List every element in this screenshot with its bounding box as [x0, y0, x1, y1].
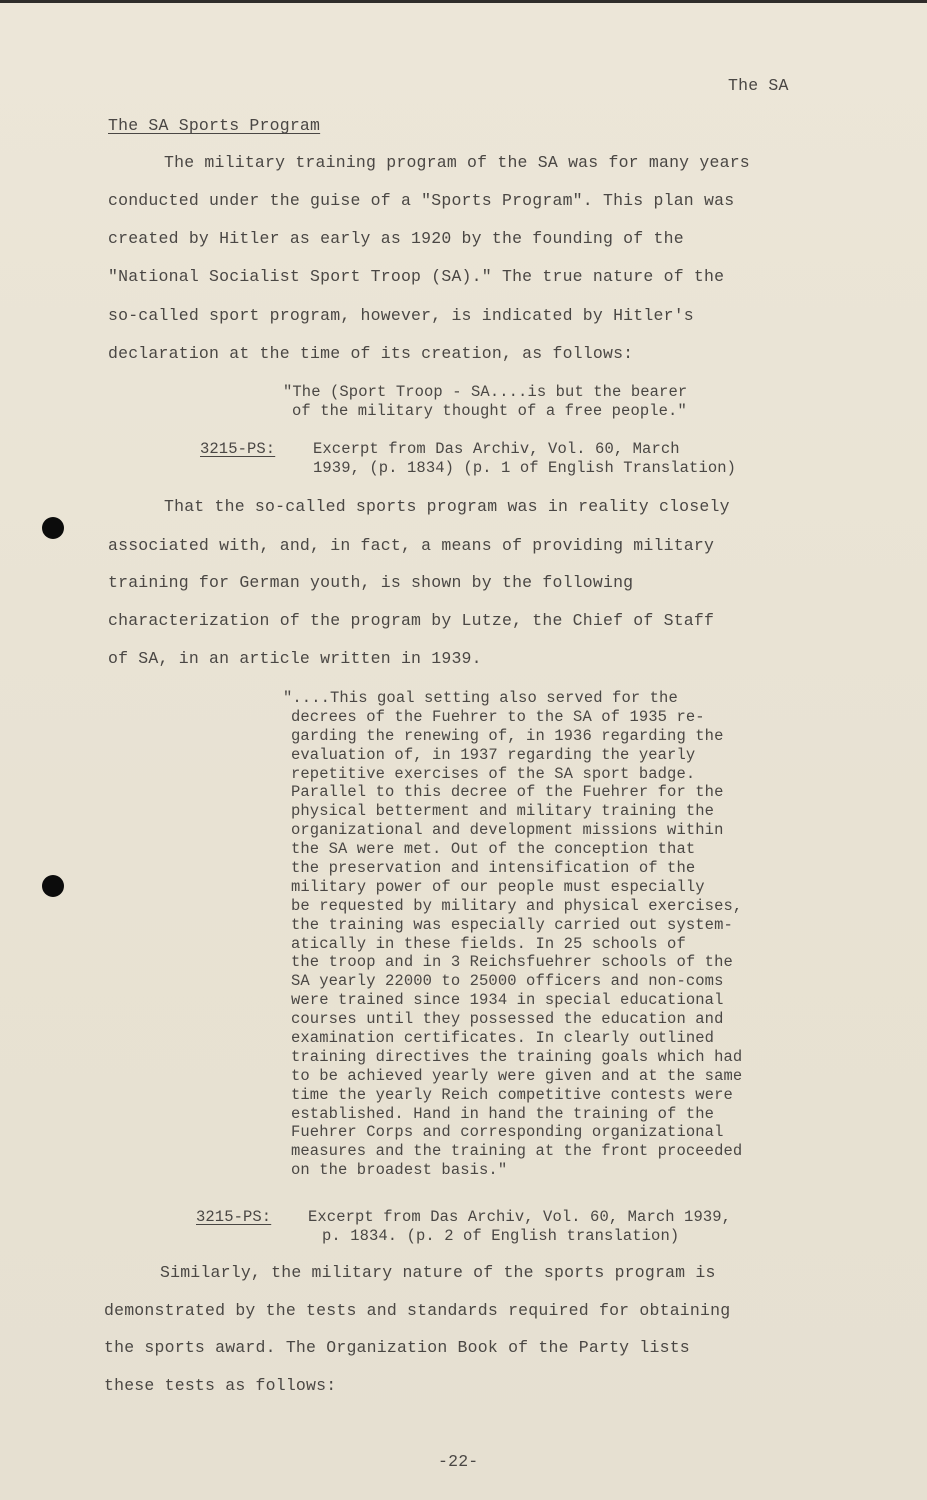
- section-heading: The SA Sports Program: [108, 116, 321, 135]
- quote1-line: of the military thought of a free people.": [292, 402, 687, 420]
- quote2-line: garding the renewing of, in 1936 regarding the: [291, 726, 724, 745]
- quote2-line: courses until they possessed the education and: [291, 1010, 724, 1029]
- quote2-line: physical betterment and military training the: [291, 802, 715, 821]
- para3-line: the sports award. The Organization Book of the Party lists: [104, 1338, 690, 1357]
- quote2-line: the preservation and intensification of the: [291, 859, 696, 878]
- quote2-line: Parallel to this decree of the Fuehrer for the: [291, 783, 724, 802]
- quote2-line: time the yearly Reich competitive contests were: [291, 1085, 733, 1104]
- citation-line: Excerpt from Das Archiv, Vol. 60, March: [313, 440, 680, 458]
- quote1-line: "The (Sport Troop - SA....is but the bearer: [283, 383, 688, 401]
- quote2-line: were trained since 1934 in special educational: [291, 991, 724, 1010]
- citation-line: 1939, (p. 1834) (p. 1 of English Translation): [313, 459, 737, 477]
- page-number: -22-: [438, 1452, 479, 1471]
- top-edge: [0, 0, 927, 3]
- quote2-line: the training was especially carried out system-: [291, 915, 733, 934]
- punch-hole: [42, 517, 64, 539]
- quote2-line: repetitive exercises of the SA sport badge.: [291, 764, 696, 783]
- quote2-line: the troop and in 3 Reichsfuehrer schools of the: [291, 953, 733, 972]
- para1-line: conducted under the guise of a "Sports Program". This plan was: [108, 191, 735, 210]
- para3-line: demonstrated by the tests and standards required for obtaining: [104, 1301, 731, 1320]
- quote2-line: to be achieved yearly were given and at the same: [291, 1066, 743, 1085]
- citation-line: Excerpt from Das Archiv, Vol. 60, March 1939,: [308, 1208, 732, 1226]
- quote2-line: organizational and development missions within: [291, 821, 724, 840]
- quote2-line: Fuehrer Corps and corresponding organizational: [291, 1123, 724, 1142]
- quote2-line: "....This goal setting also served for the: [283, 689, 678, 707]
- para2-line: characterization of the program by Lutze, the Chief of Staff: [108, 611, 715, 630]
- para1-line: "National Socialist Sport Troop (SA)." The true nature of the: [108, 267, 725, 286]
- running-header: The SA: [728, 76, 789, 95]
- para2-line: of SA, in an article written in 1939.: [108, 649, 482, 668]
- citation-line: p. 1834. (p. 2 of English translation): [322, 1227, 680, 1245]
- quote2-line: on the broadest basis.": [291, 1161, 508, 1180]
- para1-line: so-called sport program, however, is indicated by Hitler's: [108, 306, 694, 325]
- para3-line: these tests as follows:: [104, 1376, 337, 1395]
- quote2-line: training directives the training goals which had: [291, 1047, 743, 1066]
- quote2-line: measures and the training at the front proceeded: [291, 1142, 743, 1161]
- para3-line: Similarly, the military nature of the sports program is: [160, 1263, 716, 1282]
- para1-line: declaration at the time of its creation, as follows:: [108, 344, 634, 363]
- citation-code: 3215-PS:: [196, 1208, 272, 1226]
- quote2-line: evaluation of, in 1937 regarding the yearly: [291, 745, 696, 764]
- quote2-line: the SA were met. Out of the conception that: [291, 840, 696, 859]
- quote2-line: military power of our people must especially: [291, 877, 705, 896]
- quote2-block: [283, 689, 742, 1180]
- quote2-line: atically in these fields. In 25 schools of: [291, 934, 686, 953]
- quote2-line: be requested by military and physical exercises,: [291, 896, 743, 915]
- para2-line: That the so-called sports program was in reality closely: [164, 497, 730, 516]
- para1-line: created by Hitler as early as 1920 by the founding of the: [108, 229, 684, 248]
- quote2-line: examination certificates. In clearly outlined: [291, 1029, 715, 1048]
- quote2-line: decrees of the Fuehrer to the SA of 1935 re-: [291, 707, 705, 726]
- quote2-line: established. Hand in hand the training of the: [291, 1104, 715, 1123]
- quote2-line: SA yearly 22000 to 25000 officers and non-coms: [291, 972, 724, 991]
- para2-line: associated with, and, in fact, a means of providing military: [108, 536, 715, 555]
- para2-line: training for German youth, is shown by the following: [108, 573, 634, 592]
- para1-line: The military training program of the SA was for many years: [164, 153, 750, 172]
- punch-hole: [42, 875, 64, 897]
- citation-code: 3215-PS:: [200, 440, 276, 458]
